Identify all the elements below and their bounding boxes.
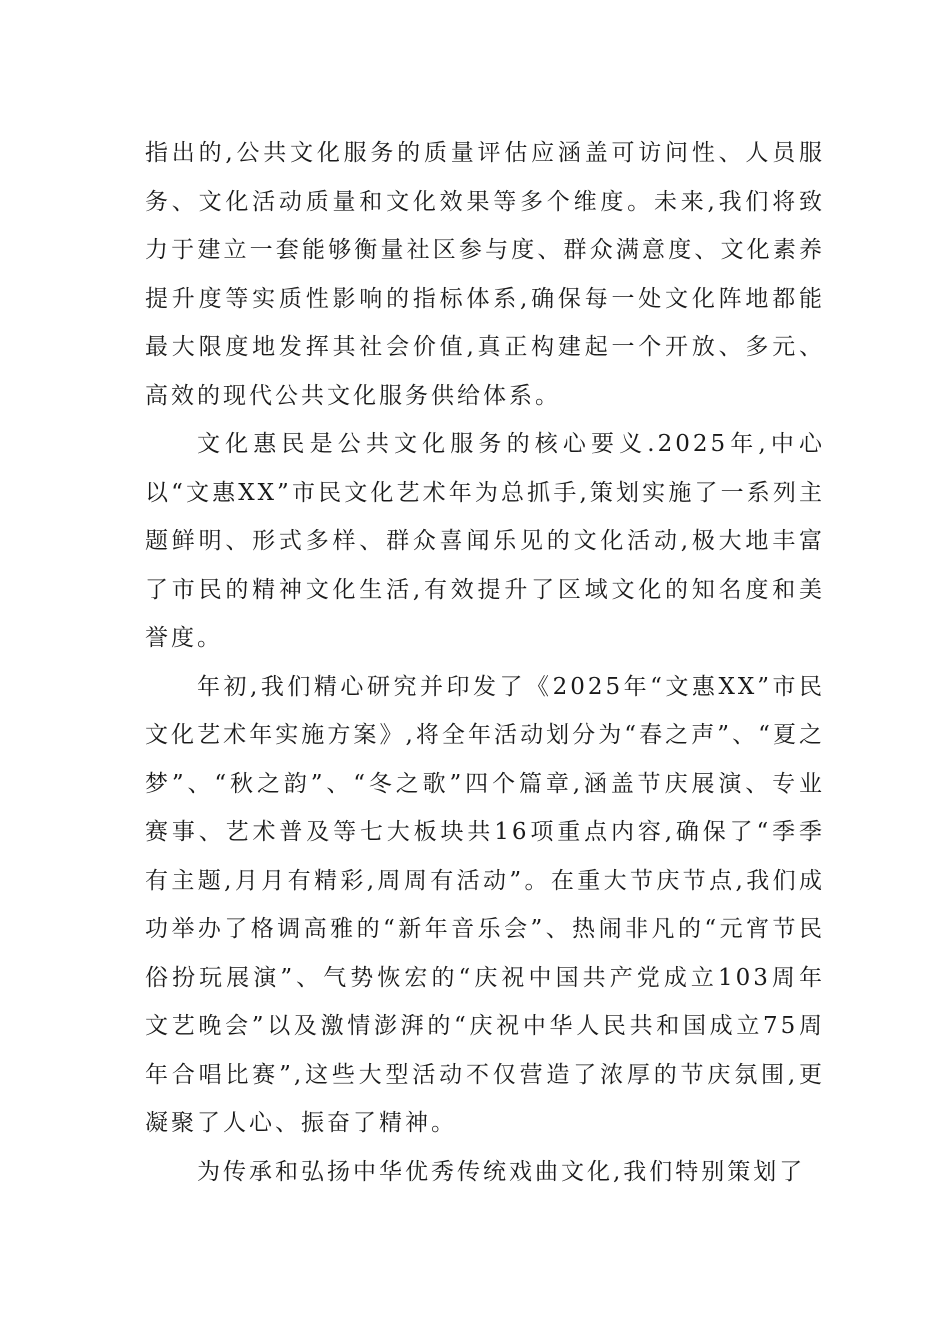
paragraph-cultural-benefit: 文化惠民是公共文化服务的核心要义.2025年,中心以“文惠XX”市民文化艺术年为总抓手,策划实施了一系列主题鲜明、形式多样、群众喜闻乐见的文化活动,极大地丰富了市民的精神文化生活,有效提升了区域文化的知名度和美誉度。 xyxy=(145,431,825,651)
paragraph-annual-plan: 年初,我们精心研究并印发了《2025年“文惠XX”市民文化艺术年实施方案》,将全年活动划分为“春之声”、“夏之梦”、“秋之韵”、“冬之歌”四个篇章,涵盖节庆展演、专业赛事、艺术普及等七大板块共16项重点内容,确保了“季季有主题,月月有精彩,周周有活动”。在重大节庆节点,我们成功举办了格调高雅的“新年音乐会”、热闹非凡的“元宵节民俗扮玩展演”、气势恢宏的“庆祝中国共产党成立103周年文艺晚会”以及激情澎湃的“庆祝中华人民共和国成立75周年合唱比赛”,这些大型活动不仅营造了浓厚的节庆氛围,更凝聚了人心、振奋了精神。 xyxy=(145,673,825,1136)
paragraph-opera-heritage: 为传承和弘扬中华优秀传统戏曲文化,我们特别策划了 xyxy=(197,1158,806,1185)
paragraph-continuation: 指出的,公共文化服务的质量评估应涵盖可访问性、人员服务、文化活动质量和文化效果等多个维度。未来,我们将致力于建立一套能够衡量社区参与度、群众满意度、文化素养提升度等实质性影响的指标体系,确保每一处文化阵地都能最大限度地发挥其社会价值,真正构建起一个开放、多元、高效的现代公共文化服务供给体系。 xyxy=(145,140,825,409)
document-body xyxy=(145,129,825,1196)
